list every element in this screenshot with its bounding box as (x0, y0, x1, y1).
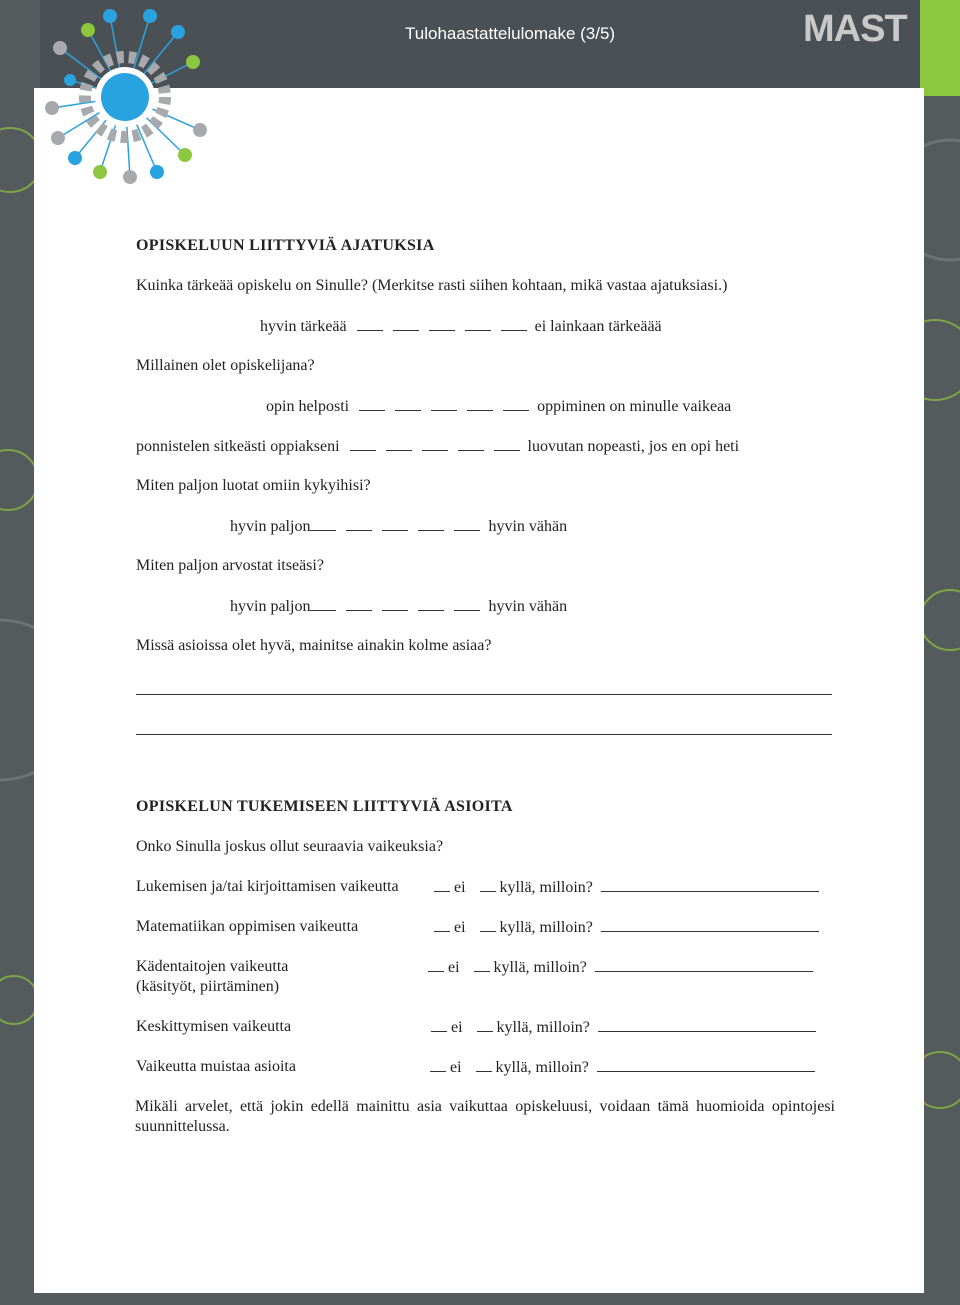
difficulty-options (430, 1057, 815, 1078)
scale-option[interactable] (465, 316, 491, 331)
section-heading-support: OPISKELUN TUKEMISEEN LIITTYVIÄ ASIOITA (136, 798, 513, 815)
closing-note: Mikäli arvelet, että jokin edellä mainittu asia vaikuttaa opiskeluusi, voidaan tämä huomioida opintojesi suunnittelussa. (135, 1098, 835, 1135)
section-heading-thoughts: OPISKELUUN LIITTYVIÄ AJATUKSIA (136, 237, 435, 254)
yes-label: kyllä, milloin? (493, 959, 587, 976)
no-label: ei (450, 1059, 462, 1076)
question-difficulties: Onko Sinulla joskus ollut seuraavia vaikeuksia? (136, 838, 444, 855)
scale-option[interactable] (310, 516, 336, 531)
scale-option[interactable] (357, 316, 383, 331)
yes-label: kyllä, milloin? (495, 1059, 589, 1076)
question-student-type: Millainen olet opiskelijana? (136, 357, 315, 374)
mast-logo: MAST (803, 8, 907, 50)
answer-line[interactable] (136, 694, 832, 695)
scale-option[interactable] (422, 436, 448, 451)
scale-persistence (136, 436, 739, 457)
yes-checkbox[interactable] (480, 877, 496, 892)
question-importance: Kuinka tärkeää opiskelu on Sinulle? (Merkitse rasti siihen kohtaan, mikä vastaa ajatuksiasi.) (136, 277, 728, 294)
scale-option[interactable] (418, 596, 444, 611)
scale-option[interactable] (503, 396, 529, 411)
scale-left-label: hyvin paljon (230, 518, 311, 535)
scale-option[interactable] (359, 396, 385, 411)
scale-option[interactable] (494, 436, 520, 451)
no-checkbox[interactable] (431, 1017, 447, 1032)
scale-option[interactable] (350, 436, 376, 451)
question-self-confidence: Miten paljon luotat omiin kykyihisi? (136, 477, 371, 494)
question-self-esteem: Miten paljon arvostat itseäsi? (136, 557, 324, 574)
when-field[interactable] (601, 877, 819, 892)
difficulty-options (434, 917, 819, 938)
difficulty-options (431, 1017, 816, 1038)
when-field[interactable] (597, 1057, 815, 1072)
no-checkbox[interactable] (434, 877, 450, 892)
scale-option[interactable] (395, 396, 421, 411)
scale-option[interactable] (346, 596, 372, 611)
difficulty-options (434, 877, 819, 898)
difficulty-label: Matematiikan oppimisen vaikeutta (136, 918, 359, 935)
scale-option[interactable] (382, 596, 408, 611)
when-field[interactable] (598, 1017, 816, 1032)
no-label: ei (451, 1019, 463, 1036)
scale-right-label: oppiminen on minulle vaikeaa (537, 398, 732, 415)
scale-option[interactable] (467, 396, 493, 411)
yes-label: kyllä, milloin? (499, 919, 593, 936)
scale-option[interactable] (418, 516, 444, 531)
yes-label: kyllä, milloin? (496, 1019, 590, 1036)
form-title: Tulohaastattelulomake (3/5) (405, 24, 616, 43)
no-checkbox[interactable] (430, 1057, 446, 1072)
scale-option[interactable] (454, 516, 480, 531)
difficulty-label: Lukemisen ja/tai kirjoittamisen vaikeutta (136, 878, 399, 895)
no-label: ei (454, 919, 466, 936)
scale-importance (260, 316, 662, 337)
when-field[interactable] (595, 957, 813, 972)
scale-option[interactable] (429, 316, 455, 331)
scale-confidence (230, 516, 567, 537)
no-label: ei (448, 959, 460, 976)
no-checkbox[interactable] (428, 957, 444, 972)
difficulty-label: Kädentaitojen vaikeutta (136, 958, 289, 975)
scale-option[interactable] (458, 436, 484, 451)
scale-right-label: hyvin vähän (488, 518, 568, 535)
scale-option[interactable] (346, 516, 372, 531)
header-accent (920, 0, 960, 96)
gear-logo-icon (0, 0, 240, 200)
scale-left-label: hyvin paljon (230, 598, 311, 615)
answer-line[interactable] (136, 734, 832, 735)
scale-right-label: hyvin vähän (488, 598, 568, 615)
scale-option[interactable] (393, 316, 419, 331)
scale-left-label: hyvin tärkeää (260, 318, 347, 335)
no-label: ei (454, 879, 466, 896)
yes-checkbox[interactable] (477, 1017, 493, 1032)
scale-left-label: opin helposti (266, 398, 350, 415)
difficulty-sublabel: (käsityöt, piirtäminen) (136, 978, 280, 995)
no-checkbox[interactable] (434, 917, 450, 932)
scale-esteem (230, 596, 567, 617)
scale-option[interactable] (454, 596, 480, 611)
scale-right-label: luovutan nopeasti, jos en opi heti (527, 438, 740, 455)
scale-option[interactable] (310, 596, 336, 611)
yes-checkbox[interactable] (476, 1057, 492, 1072)
scale-learning (266, 396, 731, 417)
scale-left-label: ponnistelen sitkeästi oppiakseni (136, 438, 340, 455)
difficulty-options (428, 957, 813, 978)
scale-option[interactable] (431, 396, 457, 411)
difficulty-label: Keskittymisen vaikeutta (136, 1018, 292, 1035)
scale-option[interactable] (386, 436, 412, 451)
yes-checkbox[interactable] (474, 957, 490, 972)
when-field[interactable] (601, 917, 819, 932)
scale-option[interactable] (501, 316, 527, 331)
question-strengths: Missä asioissa olet hyvä, mainitse ainakin kolme asiaa? (136, 637, 492, 654)
yes-checkbox[interactable] (480, 917, 496, 932)
scale-option[interactable] (382, 516, 408, 531)
yes-label: kyllä, milloin? (499, 879, 593, 896)
difficulty-label: Vaikeutta muistaa asioita (136, 1058, 296, 1075)
scale-right-label: ei lainkaan tärkeäää (534, 318, 662, 335)
